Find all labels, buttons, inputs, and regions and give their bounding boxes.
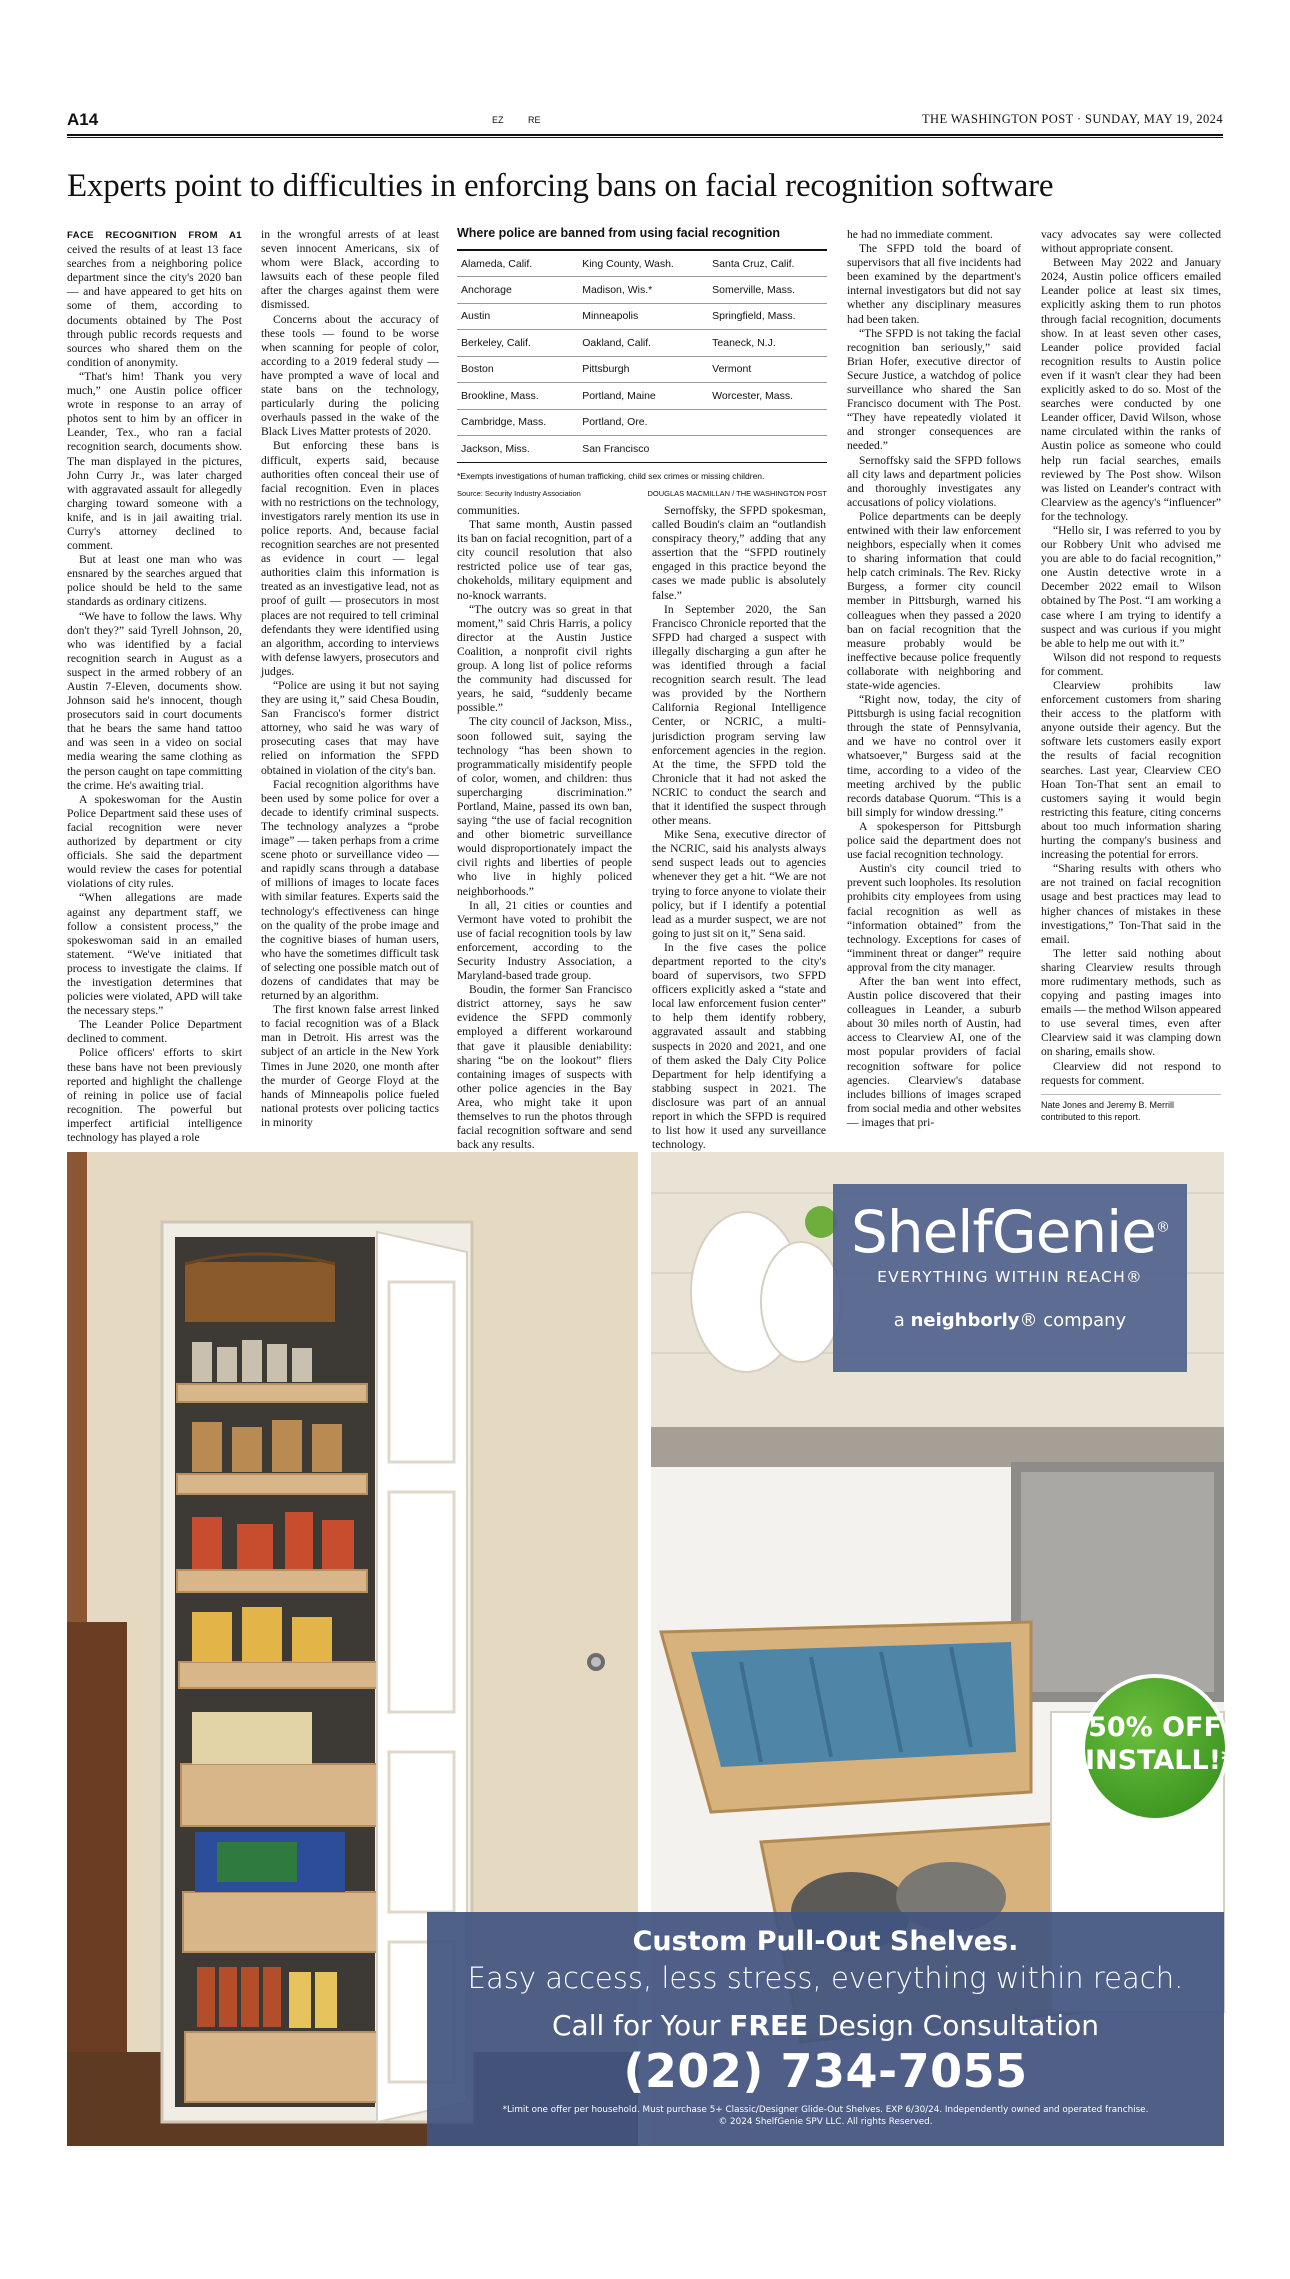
- table-cell: Worcester, Mass.: [708, 383, 827, 410]
- article-column-2: [261, 228, 439, 1145]
- table-row: [457, 277, 827, 304]
- table-cell: King County, Wash.: [578, 250, 708, 277]
- paragraph: That same month, Austin passed its ban on facial recognition, part of a city council resolution that also restricted police use of tear gas, chokeholds, military equipment and no-knock warrants.: [457, 518, 632, 602]
- table-cell: Oakland, Calif.: [578, 330, 708, 357]
- discount-badge: [1081, 1674, 1236, 1822]
- paragraph: communities.: [457, 504, 520, 517]
- paragraph: Wilson did not respond to requests for comment.: [1041, 650, 1221, 678]
- table-cell: Alameda, Calif.: [457, 250, 578, 277]
- shelfgenie-advertisement[interactable]: [67, 1152, 1236, 2146]
- badge-line-1: 50% OFF: [1088, 1712, 1222, 1743]
- paragraph: The city council of Jackson, Miss., soon followed suit, saying the technology “has been shown to programmatically misidentify people of color, women, and children: thus supercharging discrimination.” Portland, Maine, passed its own ban, saying “the use of facial recognition and other biometric surveillance would disproportionately impact the civil rights and liberties of people who live in highly policed neighborhoods.”: [457, 715, 632, 898]
- table-cell: Jackson, Miss.: [457, 436, 578, 463]
- article-column-4: [652, 504, 826, 1152]
- paragraph: “The outcry was so great in that moment,” said Chris Harris, a policy director at the Austin Justice Coalition, a nonprofit civil rights group. A long list of police reforms the community had discussed for years, he said, “suddenly became possible.”: [457, 602, 632, 715]
- page-number: A14: [67, 110, 99, 129]
- paragraph: Police departments can be deeply entwined with their law enforcement neighbors, especially when it comes to sharing information that could help catch criminals. The Rev. Ricky Burgess, a former city council member in Pittsburgh, warned his colleagues when they passed a 2020 ban on facial recognition that the measure probably would be ineffective because police frequently collaborate with neighboring and state-wide agencies.: [847, 509, 1021, 692]
- table-cell: Madison, Wis.*: [578, 277, 708, 304]
- paragraph: In the five cases the police department reported to the city's board of supervisors, two SFPD officers explicitly asked a “state and local law enforcement fusion center” to help them identify robbery, aggravated assault and stabbing suspects in 2020 and 2021, and one of them asked the Daly City Police Department for help identifying a stabbing suspect in 2021. The disclosure was part of an annual report in which the SFPD is required to list how it used any surveillance technology.: [652, 940, 826, 1152]
- article-headline: Experts point to difficulties in enforcing bans on facial recognition software: [67, 168, 1054, 204]
- edition-code-ez: EZ: [492, 115, 504, 125]
- paragraph: But enforcing these bans is difficult, experts said, because authorities often conceal their use of facial recognition. Even in places with no restrictions on the technology, investigators rarely mention its use in police reports. And, because facial recognition searches are not presented as evidence in court — legal authorities claim this information is treated as an investigative lead, not as proof of guilt — prosecutors in most places are not required to tell criminal defendants they were identified using an algorithm, according to interviews with defense lawyers, prosecutors and judges.: [261, 439, 439, 678]
- ban-locations-table: [457, 249, 827, 463]
- badge-line-2: INSTALL!*: [1085, 1745, 1236, 1776]
- ad-call-to-action: Call for Your FREE Design Consultation: [552, 2009, 1099, 2042]
- article-column-5: [847, 228, 1021, 1145]
- paragraph: Sernoffsky, the SFPD spokesman, called Boudin's claim an “outlandish conspiracy theory,” adding that any assertion that the “SFPD routinely engaged in this practice beyond the cases we made public is absolutely false.”: [652, 504, 826, 602]
- paragraph: Between May 2022 and January 2024, Austin police officers emailed Leander police at least six times, explicitly asking them to run photos through facial recognition, documents show. In at least seven other cases, Leander police provided facial recognition results to Austin police even if it wasn't clear they had been explicitly asked to do so. Most of the searches were conducted by one Leander officer, David Wilson, whose name circulated within the ranks of Austin police as someone who could help run facial searches, emails reviewed by The Post show. Wilson was listed on Leander's contract with Clearview as the agency's “influencer” for the technology.: [1041, 256, 1221, 523]
- graphic-credit: DOUGLAS MACMILLAN / THE WASHINGTON POST: [647, 488, 827, 498]
- table-cell: Portland, Maine: [578, 383, 708, 410]
- table-cell: Minneapolis: [578, 303, 708, 330]
- paragraph: In September 2020, the San Francisco Chronicle reported that the SFPD had charged a suspect with illegally discharging a gun after he was identified through a facial recognition search result. The lead was provided by the Northern California Regional Intelligence Center, or NCRIC, a multi-jurisdiction program serving law enforcement agencies in the region. At the time, the SFPD told the Chronicle that it had not asked the NCRIC to conduct the search and that it identified the suspect through other means.: [652, 602, 826, 828]
- infobox-title: Where police are banned from using facial recognition: [457, 226, 780, 240]
- paragraph: Concerns about the accuracy of these tools — found to be worse when scanning for people of color, according to a 2019 federal study — have prompted a wave of local and state bans on the technology, particularly during the policing overhauls passed in the wake of the Black Lives Matter protests of 2020.: [261, 312, 439, 439]
- table-cell: Pittsburgh: [578, 356, 708, 383]
- table-row: [457, 383, 827, 410]
- paragraph: The first known false arrest linked to facial recognition was of a Black man in Detroit. His arrest was the subject of an article in the New York Times in June 2020, one month after the murder of George Floyd at the hands of Minneapolis police fueled national protests over policing tactics in minority: [261, 1003, 439, 1129]
- paragraph: Mike Sena, executive director of the NCRIC, said his analysts always send suspect leads out to agencies whenever they get a hit. “We are not trying to force anyone to violate their policy, but if I identify a potential lead as a murder suspect, we are not going to just sit on it,” Sena said.: [652, 828, 826, 940]
- table-row: [457, 330, 827, 357]
- table-cell: Somerville, Mass.: [708, 277, 827, 304]
- paragraph: The letter said nothing about sharing Clearview results through more rudimentary methods, such as copying and pasting images into emails — the method Wilson appeared to use several times, even after Clearview said it was clamping down on sharing, emails show.: [1041, 946, 1221, 1059]
- paragraph: Boudin, the former San Francisco district attorney, says he saw evidence the SFPD commonly employed a different workaround that gave it plausible deniability: sharing “be on the lookout” fliers containing images of suspects with other police agencies in the Bay Area, who might take it upon themselves to run the photos through facial recognition software and send back any results.: [457, 983, 632, 1152]
- table-cell: Austin: [457, 303, 578, 330]
- table-row: [457, 436, 827, 463]
- table-cell: Vermont: [708, 356, 827, 383]
- paragraph: “We have to follow the laws. Why don't they?” said Tyrell Johnson, 20, who was identified by a facial recognition search in August as a suspect in the armed robbery of an Austin 7-Eleven, documents show. Johnson said he's innocent, though prosecutors said in court documents that he bears the same hand tattoo and was seen in a video on social media wearing the same clothing as the person caught on tape committing the crime. He's awaiting trial.: [67, 609, 242, 792]
- paragraph: he had no immediate comment.: [847, 228, 993, 241]
- masthead-date: THE WASHINGTON POST · SUNDAY, MAY 19, 2024: [922, 112, 1223, 126]
- paragraph: “That's him! Thank you very much,” one Austin police officer wrote in response to an array of photos sent to him by an officer in Leander, Tex., who ran a facial recognition search, documents show. The man displayed in the pictures, John Curry Jr., was later charged with aggravated assault for allegedly charging toward someone with a knife, and is in jail awaiting trial. Curry's attorney declined to comment.: [67, 369, 242, 553]
- ad-subhead: Easy access, less stress, everything within reach.: [467, 1961, 1184, 1995]
- paragraph: Austin's city council tried to prevent such loopholes. Its resolution prohibits city employees from using facial recognition as well as “information obtained” from the technology. Exceptions for cases of “imminent threat or danger” require approval from the city manager.: [847, 862, 1021, 974]
- ad-phone-number[interactable]: (202) 734-7055: [623, 2044, 1028, 2098]
- ad-headline: Custom Pull-Out Shelves.: [632, 1926, 1019, 1957]
- edition-code-re: RE: [528, 115, 541, 125]
- article-column-3: [457, 504, 632, 1152]
- table-row: [457, 356, 827, 383]
- article-column-6: [1041, 228, 1221, 1145]
- paragraph: “Right now, today, the city of Pittsburgh is using facial recognition through the state of Pennsylvania, and we have no control over it whatsoever,” Burgess said at the time, according to a video of the meeting archived by the public records database Quorum. “This is a bill simply for window dressing.”: [847, 693, 1021, 819]
- table-cell: San Francisco: [578, 436, 708, 463]
- table-cell: Boston: [457, 356, 578, 383]
- table-cell: Anchorage: [457, 277, 578, 304]
- paragraph: The SFPD told the board of supervisors that all five incidents had been examined by the department's internal investigators but did not say whether any disciplinary measures had been taken.: [847, 242, 1021, 326]
- article-column-1: [67, 228, 242, 1145]
- table-cell: [708, 409, 827, 436]
- table-cell: [708, 436, 827, 463]
- paragraph: Police officers' efforts to skirt these bans have not been previously reported and highlight the challenge of reining in police use of facial recognition. The powerful but imperfect artificial intelligence technology has played a role: [67, 1046, 242, 1144]
- contributor-credit: Nate Jones and Jeremy B. Merrill contributed to this report.: [1041, 1094, 1221, 1123]
- infobox-source: Source: Security Industry Association: [457, 488, 581, 498]
- infobox-footnote: *Exempts investigations of human trafficking, child sex crimes or missing children.: [457, 470, 765, 481]
- brand-logo-panel: [833, 1184, 1187, 1372]
- paragraph: vacy advocates say were collected without appropriate consent.: [1041, 228, 1221, 256]
- folio-bar: [67, 110, 1223, 132]
- paragraph: “Police are using it but not saying they are using it,” said Chesa Boudin, San Francisco's former district attorney, who said he was wary of prosecuting cases that may have relied on information the SFPD obtained in violation of the city's ban.: [261, 679, 439, 777]
- table-cell: Springfield, Mass.: [708, 303, 827, 330]
- ban-locations-infobox: [457, 226, 827, 496]
- table-cell: Berkeley, Calif.: [457, 330, 578, 357]
- paragraph: “The SFPD is not taking the facial recognition ban seriously,” said Brian Hofer, executive director of Secure Justice, a watchdog of police surveillance who shared the San Francisco document with The Post. “They have repeatedly violated it and stronger consequences are needed.”: [847, 326, 1021, 453]
- paragraph: A spokesperson for Pittsburgh police said the department does not use facial recognition technology.: [847, 819, 1021, 862]
- ad-offer-panel: [427, 1912, 1224, 2146]
- table-cell: Portland, Ore.: [578, 409, 708, 436]
- top-rule-thin: [67, 137, 1223, 138]
- table-cell: Teaneck, N.J.: [708, 330, 827, 357]
- paragraph: in the wrongful arrests of at least seven innocent Americans, six of whom were Black, according to lawsuits each of these people filed after the charges against them were dismissed.: [261, 228, 439, 312]
- infobox-source-line: [457, 489, 827, 498]
- brand-name: ShelfGenie®: [851, 1198, 1169, 1266]
- paragraph: ceived the results of at least 13 face searches from a neighboring police department since the city's 2020 ban — and have appeared to get hits on some of them, according to documents obtained by The Post through public records requests and sources who shared them on the condition of anonymity.: [67, 243, 242, 369]
- table-cell: Brookline, Mass.: [457, 383, 578, 410]
- table-cell: Cambridge, Mass.: [457, 409, 578, 436]
- paragraph: Clearview prohibits law enforcement customers from sharing their access to the platform with anyone outside their agency. But the software lets customers easily export the results of facial recognition searches. Last year, Clearview CEO Hoan Ton-That sent an email to customers saying it would begin restricting this feature, citing concerns about too much information sharing hurting the company's business and increasing the potential for errors.: [1041, 679, 1221, 862]
- table-cell: Santa Cruz, Calif.: [708, 250, 827, 277]
- paragraph: “When allegations are made against any department staff, we follow a consistent process,” the spokeswoman said in an emailed statement. “We've initiated that process to investigate the claims. If the investigation determines that policies were violated, APD will take the necessary steps.”: [67, 891, 242, 1018]
- paragraph: Facial recognition algorithms have been used by some police for over a decade to identify criminal suspects. The technology analyzes a “probe image” — taken perhaps from a crime scene photo or surveillance video — and rapidly scans through a database of millions of images to locate faces with similar features. Experts said the technology's effectiveness can hinge on the quality of the probe image and the cognitive biases of human users, who have the sometimes difficult task of selecting one possible match out of dozens of candidates that may be returned by an algorithm.: [261, 777, 439, 1003]
- table-row: [457, 409, 827, 436]
- paragraph: A spokeswoman for the Austin Police Department said these uses of facial recognition were never authorized by department or city officials. She said the department would review the cases for potential violations of city rules.: [67, 792, 242, 891]
- top-rule: [67, 134, 1223, 136]
- paragraph: Clearview did not respond to requests for comment.: [1041, 1059, 1221, 1087]
- paragraph: The Leander Police Department declined to comment.: [67, 1018, 242, 1046]
- table-row: [457, 303, 827, 330]
- brand-tagline: EVERYTHING WITHIN REACH®: [877, 1268, 1143, 1286]
- jump-label: FACE RECOGNITION FROM A1: [67, 230, 242, 241]
- paragraph: After the ban went into effect, Austin police discovered that their colleagues in Leander, a suburb about 30 miles north of Austin, had access to Clearview AI, one of the most popular providers of facial recognition software for police agencies. Clearview's database includes billions of images scraped from social media and other websites — images that pri-: [847, 974, 1021, 1129]
- paragraph: But at least one man who was ensnared by the searches argued that police should be held to the same standards as ordinary citizens.: [67, 553, 242, 609]
- paragraph: “Sharing results with others who are not trained on facial recognition usage and best practices may lead to higher chances of mistakes in these investigations,” Ton-That said in the email.: [1041, 862, 1221, 946]
- paragraph: “Hello sir, I was referred to you by our Robbery Unit who advised me you are able to do facial recognition,” one Austin detective wrote in a December 2022 email to Wilson obtained by The Post. “I am working a case where I am trying to identify a suspect and was curious if you might be able to help me out with it.”: [1041, 523, 1221, 650]
- paragraph: In all, 21 cities or counties and Vermont have voted to prohibit the use of facial recognition tools by law enforcement, according to the Security Industry Association, a Maryland-based trade group.: [457, 898, 632, 983]
- jump-paragraph: [67, 228, 242, 370]
- table-row: [457, 250, 827, 277]
- parent-company: a neighborly® company: [893, 1310, 1127, 1331]
- ad-fine-print: *Limit one offer per household. Must purchase 5+ Classic/Designer Glide-Out Shelves. EXP 6/30/24. Independently owned and operated franchise. © 2024 ShelfGenie SPV LLC. All rights Reserved.: [502, 2105, 1149, 2127]
- paragraph: Sernoffsky said the SFPD follows all city laws and department policies and thoroughly investigates any accusations of policy violations.: [847, 453, 1021, 509]
